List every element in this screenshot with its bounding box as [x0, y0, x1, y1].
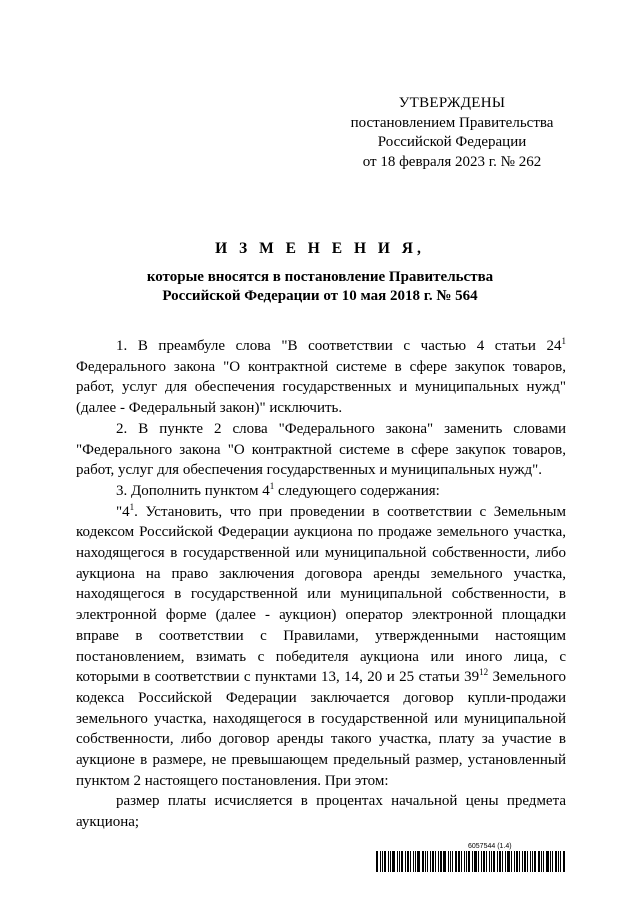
paragraph-3-superscript: 1 [269, 480, 275, 491]
barcode-image [376, 851, 590, 872]
approval-block [322, 94, 582, 172]
approval-line-1: постановлением Правительства [350, 114, 554, 131]
subtitle-line-2: Российской Федерации от 10 мая 2018 г. № 564 [162, 288, 478, 304]
approval-date-line: от 18 февраля 2023 г. № 262 [362, 153, 542, 170]
approval-line-2: Российской Федерации [377, 134, 527, 150]
paragraph-3 [76, 481, 566, 502]
document-body [76, 336, 566, 833]
paragraph-3-text-a: 3. Дополнить пунктом 4 [116, 482, 270, 499]
document-subtitle [60, 268, 580, 306]
paragraph-5: размер платы исчисляется в процентах начальной цены предмета аукциона; [76, 793, 566, 831]
paragraph-1-superscript: 1 [561, 336, 566, 346]
paragraph-1-text-b: Федерального закона "О контрактной системе в сфере закупок товаров, работ, услуг для обеспечения государственных и муниципальных нужд" (далее - Федеральный закон)" исключить. [76, 358, 566, 417]
paragraph-4-superscript: 1 [129, 501, 135, 512]
approved-heading: УТВЕРЖДЕНЫ [398, 95, 506, 111]
paragraph-3-text-b: следующего содержания: [274, 482, 440, 499]
subtitle-line-1: которые вносятся в постановление Правительства [146, 269, 494, 285]
paragraph-1 [76, 336, 566, 419]
paragraph-4-superscript-2: 12 [479, 667, 489, 678]
document-title: И З М Е Н Е Н И Я, [215, 240, 425, 257]
barcode-number: 6057544 (1.4) [468, 843, 512, 850]
paragraph-2: 2. В пункте 2 слова "Федерального закона" заменить словами "Федерального закона "О контрактной системе в сфере закупок товаров, работ, услуг для обеспечения государственных и муниципальных нужд". [76, 420, 566, 479]
paragraph-4-text-c: Земельного кодекса Российской Федерации заключается договор купли-продажи земельного участка, находящегося в государственной или муниципальной собственности, либо договор аренды такого участка, плату за участие в аукционе в размере, не превышающем предельный размер, установленный пунктом 2 настоящего постановления. При этом: [76, 669, 566, 789]
paragraph-1-text-a: 1. В преамбуле слова "В соответствии с частью 4 статьи 24 [116, 338, 562, 354]
paragraph-4 [76, 502, 566, 792]
paragraph-4-text-a: "4 [116, 503, 130, 520]
paragraph-4-text-b: . Установить, что при проведении в соответствии с Земельным кодексом Российской Федерации аукциона по продаже земельного участка, находящегося в государственной или муниципальной собственности, либо аукциона на право заключения договора аренды земельного участка, находящегося в государственной или муниципальной собственности, в электронной форме (далее - аукцион) оператор электронной площадки вправе в соответствии с Правилами, утвержденными настоящим постановлением, взимать с победителя аукциона или иного лица, с которыми в соответствии с пунктами 13, 14, 20 и 25 статьи 39 [76, 503, 566, 686]
